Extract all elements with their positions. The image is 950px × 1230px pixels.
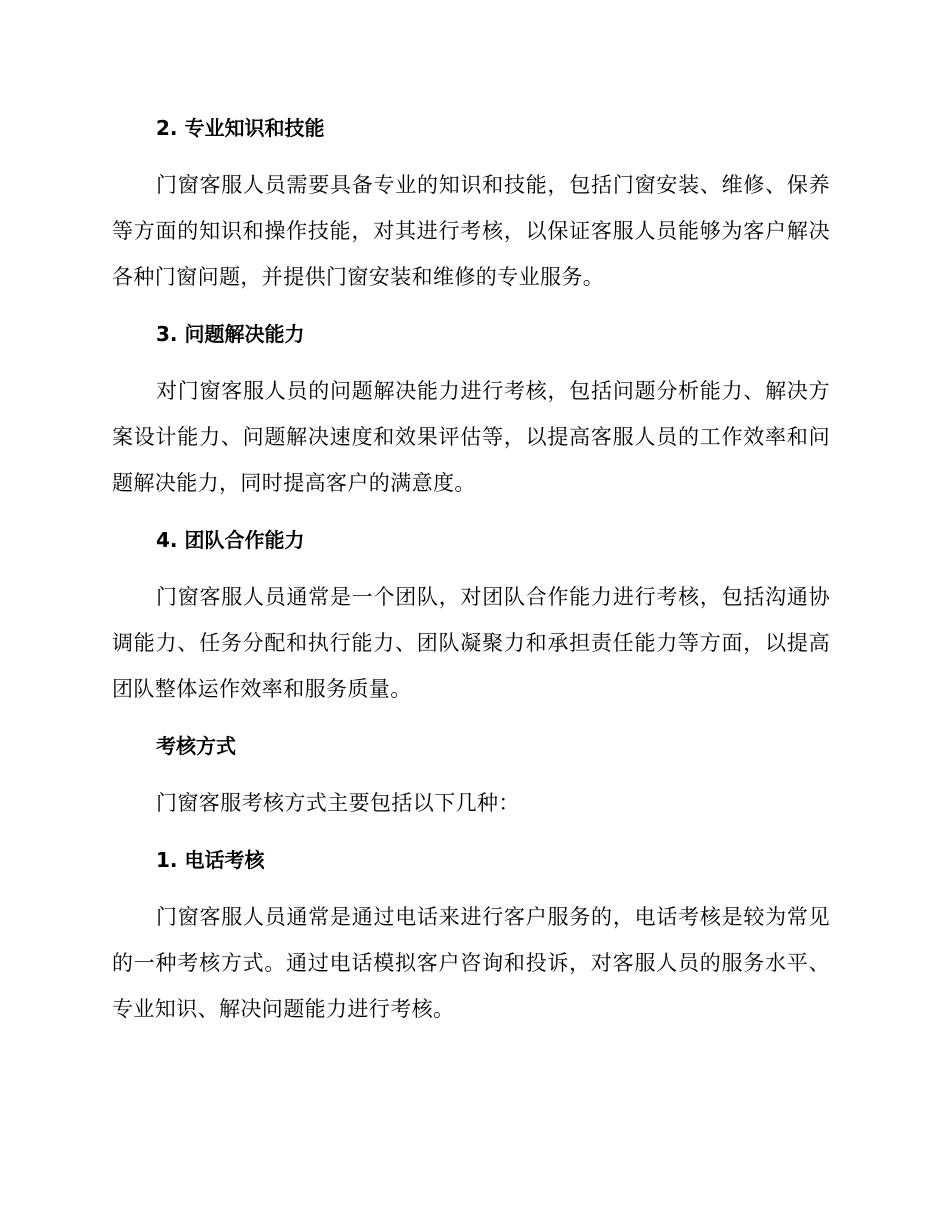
paragraph-phone-assessment: 门窗客服人员通常是通过电话来进行客户服务的，电话考核是较为常见的一种考核方式。通过电话模拟客户咨询和投诉，对客服人员的服务水平、专业知识、解决问题能力进行考核。: [112, 905, 830, 1021]
paragraph-teamwork: 门窗客服人员通常是一个团队，对团队合作能力进行考核，包括沟通协调能力、任务分配和执行能力、团队凝聚力和承担责任能力等方面，以提高团队整体运作效率和服务质量。: [112, 585, 830, 701]
paragraph-professional-knowledge: 门窗客服人员需要具备专业的知识和技能，包括门窗安装、维修、保养等方面的知识和操作技能，对其进行考核，以保证客服人员能够为客户解决各种门窗问题，并提供门窗安装和维修的专业服务。: [112, 173, 830, 289]
document-page: [112, 110, 830, 1048]
section-heading-teamwork: 4. 团队合作能力: [156, 528, 305, 552]
section-heading-professional-knowledge: 2. 专业知识和技能: [156, 116, 325, 140]
section-heading-problem-solving: 3. 问题解决能力: [156, 322, 305, 346]
section-heading-phone-assessment: 1. 电话考核: [156, 848, 265, 872]
paragraph-problem-solving: 对门窗客服人员的问题解决能力进行考核，包括问题分析能力、解决方案设计能力、问题解决速度和效果评估等，以提高客服人员的工作效率和问题解决能力，同时提高客户的满意度。: [112, 379, 830, 495]
section-heading-assessment-methods: 考核方式: [156, 734, 236, 758]
paragraph-assessment-methods-intro: 门窗客服考核方式主要包括以下几种：: [156, 791, 520, 815]
